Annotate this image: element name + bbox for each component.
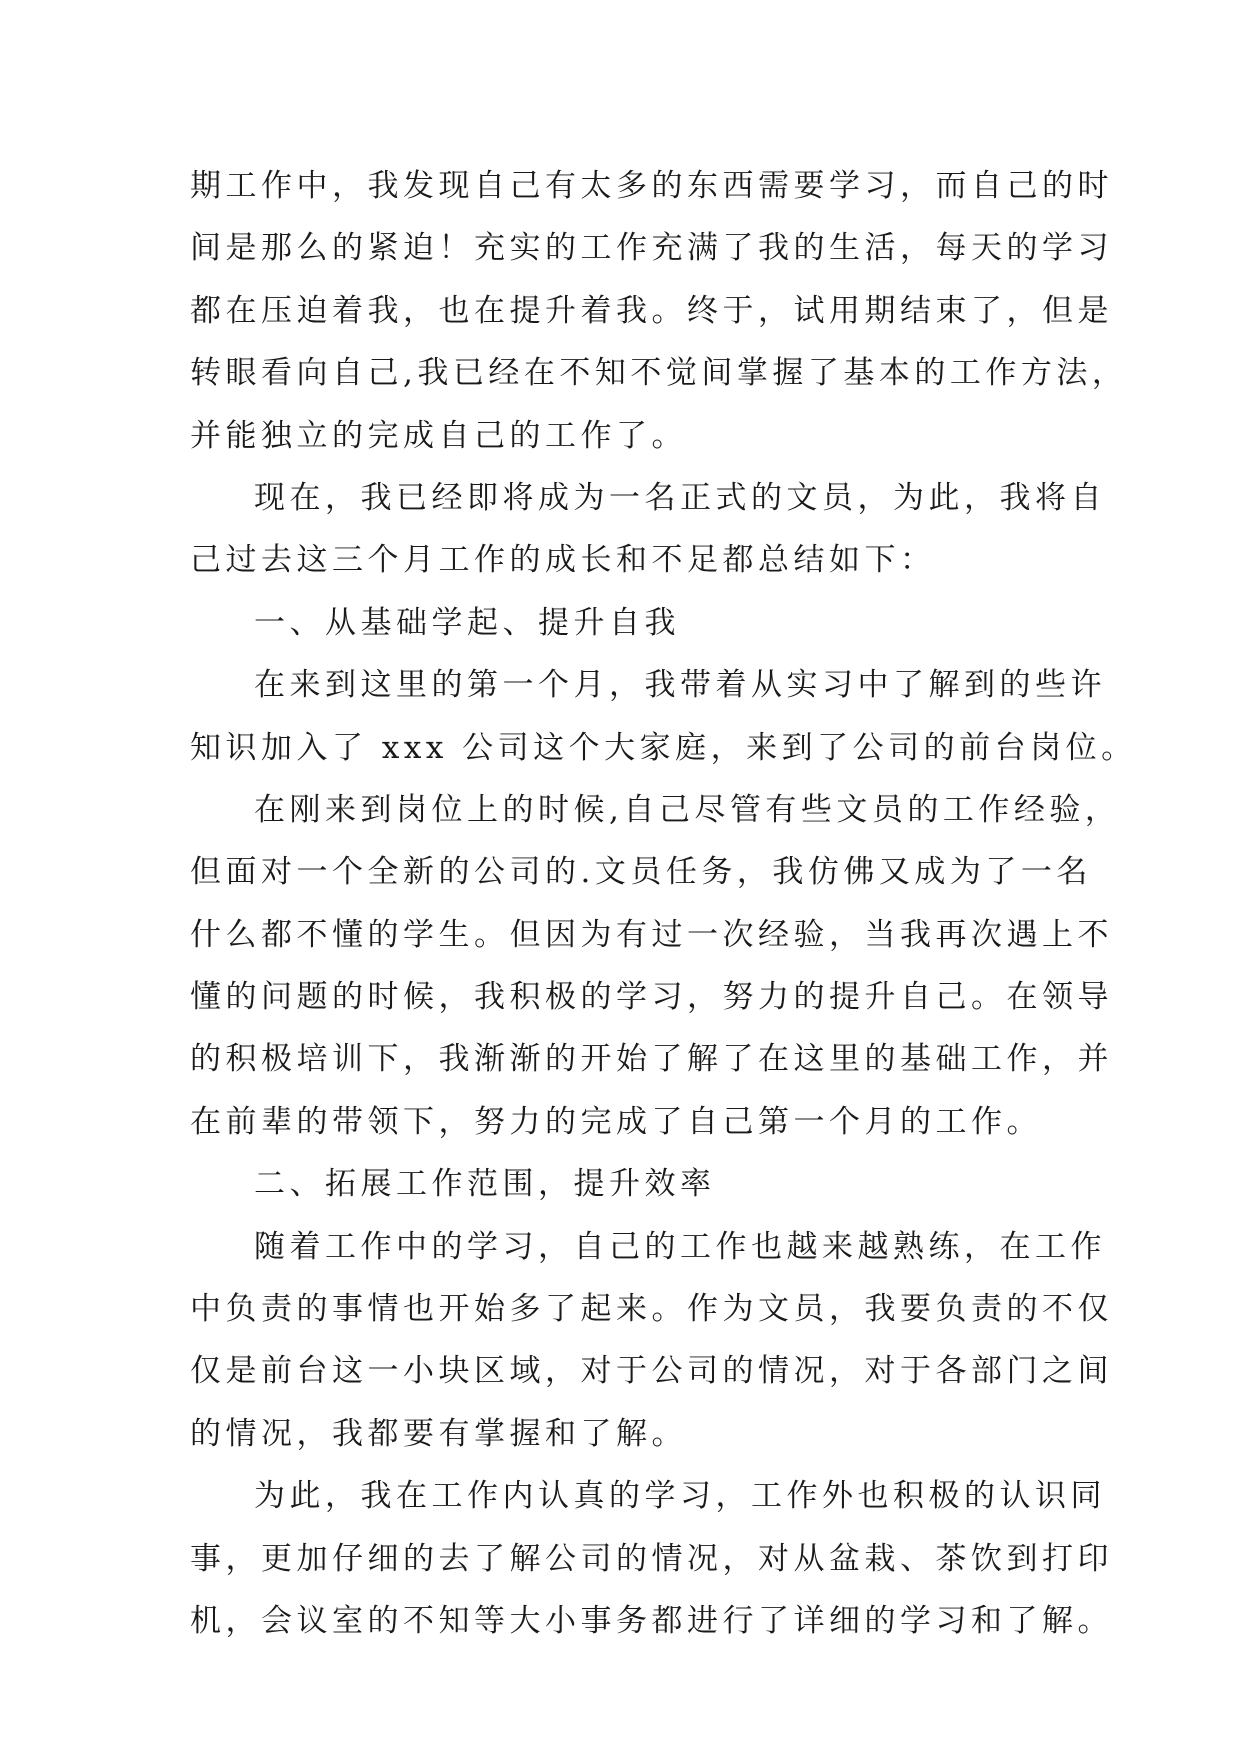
- text-line: 机，会议室的不知等大小事务都进行了详细的学习和了解。: [190, 1602, 1113, 1639]
- text-line: 己过去这三个月工作的成长和不足都总结如下：: [190, 542, 936, 579]
- text-line: 都在压迫着我，也在提升着我。终于，试用期结束了，但是: [190, 292, 1113, 329]
- text-line: 在前辈的带领下，努力的完成了自己第一个月的工作。: [190, 1103, 1042, 1140]
- document-body: [190, 155, 1137, 1652]
- text-line: 间是那么的紧迫！充实的工作充满了我的生活，每天的学习: [190, 230, 1113, 267]
- text-line: 仅是前台这一小块区域，对于公司的情况，对于各部门之间: [190, 1353, 1113, 1390]
- paragraph-start-line: 随着工作中的学习，自己的工作也越来越熟练，在工作: [254, 1228, 1106, 1265]
- text-line: 期工作中，我发现自己有太多的东西需要学习，而自己的时: [190, 168, 1113, 204]
- text-line: 的情况，我都要有掌握和了解。: [190, 1415, 687, 1452]
- text-line: 懂的问题的时候，我积极的学习，努力的提升自己。在领导: [190, 979, 1113, 1016]
- paragraph-start-line: 现在，我已经即将成为一名正式的文员，为此，我将自: [254, 479, 1106, 516]
- paragraph-start-line: 为此，我在工作内认真的学习，工作外也积极的认识同: [254, 1478, 1106, 1515]
- paragraph-start-line: 在来到这里的第一个月，我带着从实习中了解到的些许: [254, 667, 1106, 704]
- text-line: 但面对一个全新的公司的.文员任务，我仿佛又成为了一名: [190, 854, 1092, 891]
- text-line: 的积极培训下，我渐渐的开始了解了在这里的基础工作，并: [190, 1041, 1113, 1078]
- text-line: 中负责的事情也开始多了起来。作为文员，我要负责的不仅: [190, 1291, 1113, 1328]
- text-line: 知识加入了 xxx 公司这个大家庭，来到了公司的前台岗位。: [190, 729, 1137, 766]
- text-line: 事，更加仔细的去了解公司的情况，对从盆栽、茶饮到打印: [190, 1540, 1113, 1577]
- paragraph-start-line: 在刚来到岗位上的时候,自己尽管有些文员的工作经验，: [254, 791, 1121, 828]
- section-heading: 二、拓展工作范围，提升效率: [254, 1166, 716, 1203]
- text-line: 什么都不懂的学生。但因为有过一次经验，当我再次遇上不: [190, 916, 1113, 953]
- section-heading: 一、从基础学起、提升自我: [254, 604, 680, 641]
- text-line: 转眼看向自己,我已经在不知不觉间掌握了基本的工作方法，: [190, 355, 1128, 392]
- text-line: 并能独立的完成自己的工作了。: [190, 417, 687, 454]
